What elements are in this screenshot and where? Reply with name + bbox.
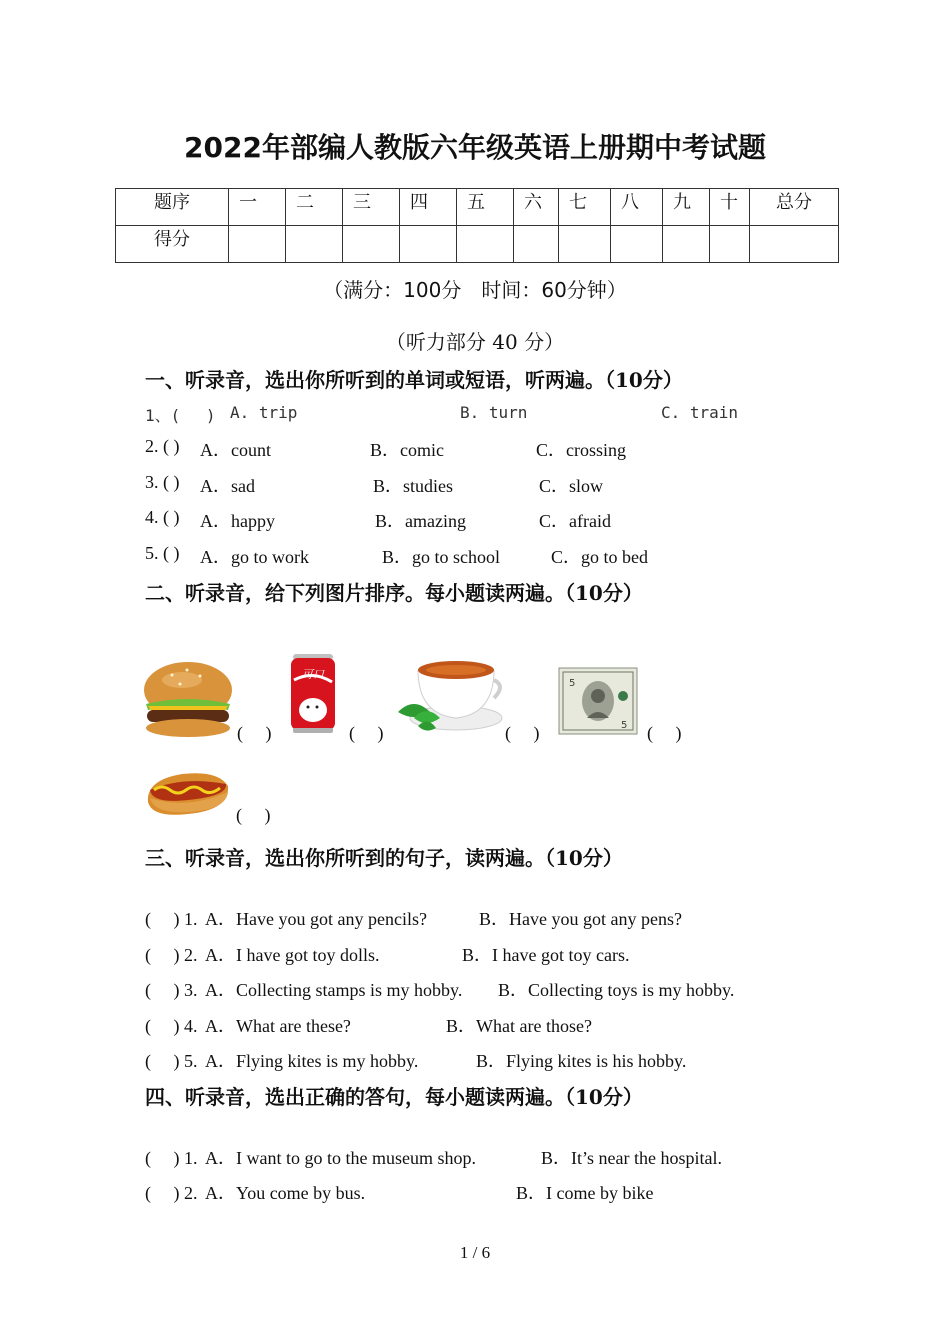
svg-text:可口: 可口 bbox=[302, 668, 324, 681]
option-a: A．Collecting stamps is my hobby. bbox=[205, 980, 463, 1000]
score-cell[interactable] bbox=[750, 226, 839, 263]
answer-blank[interactable]: ( ) bbox=[349, 723, 384, 743]
option-a: A．I have got toy dolls. bbox=[205, 945, 380, 965]
table-header-cell: 七 bbox=[559, 189, 611, 226]
answer-blank[interactable]: ( ) bbox=[237, 723, 272, 743]
option-b: B．Flying kites is his hobby. bbox=[476, 1051, 687, 1071]
score-cell[interactable] bbox=[343, 226, 400, 263]
option-c: C. train bbox=[661, 403, 739, 422]
score-cell[interactable] bbox=[229, 226, 286, 263]
option-b: B．go to school bbox=[382, 547, 501, 567]
svg-text:5: 5 bbox=[621, 720, 628, 731]
question-number: 5. ( ) bbox=[145, 543, 180, 563]
score-table-score-row bbox=[116, 226, 839, 263]
option-b: B．Collecting toys is my hobby. bbox=[498, 980, 735, 1000]
option-b: B．What are those? bbox=[446, 1016, 592, 1036]
score-table-header-row bbox=[116, 189, 839, 226]
svg-text:5: 5 bbox=[569, 678, 576, 689]
table-header-cell: 总分 bbox=[750, 189, 839, 226]
option-b: B．comic bbox=[370, 440, 444, 460]
option-b: B．I have got toy cars. bbox=[462, 945, 630, 965]
score-cell[interactable] bbox=[663, 226, 710, 263]
answer-blank[interactable]: ( ) bbox=[647, 723, 682, 743]
score-cell[interactable] bbox=[457, 226, 514, 263]
exam-info: （满分：100分 时间：60分钟） bbox=[323, 278, 627, 302]
question-number: 2. ( ) bbox=[145, 436, 180, 456]
section1-heading: 一、听录音，选出你所听到的单词或短语，听两遍。（10分） bbox=[145, 368, 683, 392]
question-number: ( ) 3. bbox=[145, 980, 198, 1000]
table-header-cell: 六 bbox=[514, 189, 559, 226]
cola-can-image bbox=[288, 650, 338, 736]
option-b: B．amazing bbox=[375, 511, 466, 531]
option-c: C．afraid bbox=[539, 511, 611, 531]
option-b: B．Have you got any pens? bbox=[479, 909, 682, 929]
score-cell[interactable] bbox=[400, 226, 457, 263]
table-header-cell: 二 bbox=[286, 189, 343, 226]
question-number: 4. ( ) bbox=[145, 507, 180, 527]
option-a: A．count bbox=[200, 440, 271, 460]
listening-note: （听力部分 40 分） bbox=[385, 330, 565, 354]
table-header-cell: 八 bbox=[611, 189, 663, 226]
score-cell[interactable] bbox=[514, 226, 559, 263]
hot-dog-image bbox=[142, 762, 232, 818]
option-a: A. trip bbox=[230, 403, 298, 422]
question-number: ( ) 1. bbox=[145, 909, 198, 929]
option-a: A．Flying kites is my hobby. bbox=[205, 1051, 419, 1071]
tea-cup-image bbox=[396, 656, 504, 736]
option-b: B. turn bbox=[460, 403, 528, 422]
option-a: A．You come by bus. bbox=[205, 1183, 366, 1203]
question-number: ( ) 5. bbox=[145, 1051, 198, 1071]
hamburger-image bbox=[142, 660, 234, 738]
option-c: C．slow bbox=[539, 476, 604, 496]
question-number: ( ) 2. bbox=[145, 1183, 198, 1203]
option-a: A．What are these? bbox=[205, 1016, 351, 1036]
question-number: 3. ( ) bbox=[145, 472, 180, 492]
option-b: B．studies bbox=[373, 476, 454, 496]
table-header-cell: 题序 bbox=[116, 189, 229, 226]
table-header-cell: 四 bbox=[400, 189, 457, 226]
option-a: A．I want to go to the museum shop. bbox=[205, 1148, 476, 1168]
option-c: C．go to bed bbox=[551, 547, 648, 567]
question-number: ( ) 4. bbox=[145, 1016, 198, 1036]
question-number: ( ) 1. bbox=[145, 1148, 198, 1168]
option-a: A．happy bbox=[200, 511, 275, 531]
answer-blank[interactable]: ( ) bbox=[236, 805, 271, 825]
option-b: B．It’s near the hospital. bbox=[541, 1148, 722, 1168]
option-a: A．Have you got any pencils? bbox=[205, 909, 427, 929]
section2-heading: 二、听录音，给下列图片排序。每小题读两遍。（10分） bbox=[145, 581, 643, 605]
option-b: B．I come by bike bbox=[516, 1183, 654, 1203]
question-number: 1、( ) bbox=[145, 406, 216, 425]
question-number: ( ) 2. bbox=[145, 945, 198, 965]
score-cell[interactable] bbox=[710, 226, 750, 263]
table-header-cell: 三 bbox=[343, 189, 400, 226]
table-header-cell: 一 bbox=[229, 189, 286, 226]
dollar-bill-image bbox=[557, 666, 639, 736]
table-header-cell: 十 bbox=[710, 189, 750, 226]
option-c: C．crossing bbox=[536, 440, 626, 460]
option-a: A．go to work bbox=[200, 547, 309, 567]
section4-heading: 四、听录音，选出正确的答句，每小题读两遍。（10分） bbox=[145, 1085, 643, 1109]
answer-blank[interactable]: ( ) bbox=[505, 723, 540, 743]
option-a: A．sad bbox=[200, 476, 255, 496]
page-title: 2022年部编人教版六年级英语上册期中考试题 bbox=[184, 131, 766, 164]
score-table bbox=[115, 188, 839, 263]
table-header-cell: 九 bbox=[663, 189, 710, 226]
section3-heading: 三、听录音，选出你所听到的句子，读两遍。（10分） bbox=[145, 846, 623, 870]
table-header-cell: 五 bbox=[457, 189, 514, 226]
page-number: 1 / 6 bbox=[459, 1243, 491, 1262]
score-cell[interactable] bbox=[611, 226, 663, 263]
score-cell[interactable] bbox=[559, 226, 611, 263]
score-row-label: 得分 bbox=[116, 226, 229, 263]
score-cell[interactable] bbox=[286, 226, 343, 263]
